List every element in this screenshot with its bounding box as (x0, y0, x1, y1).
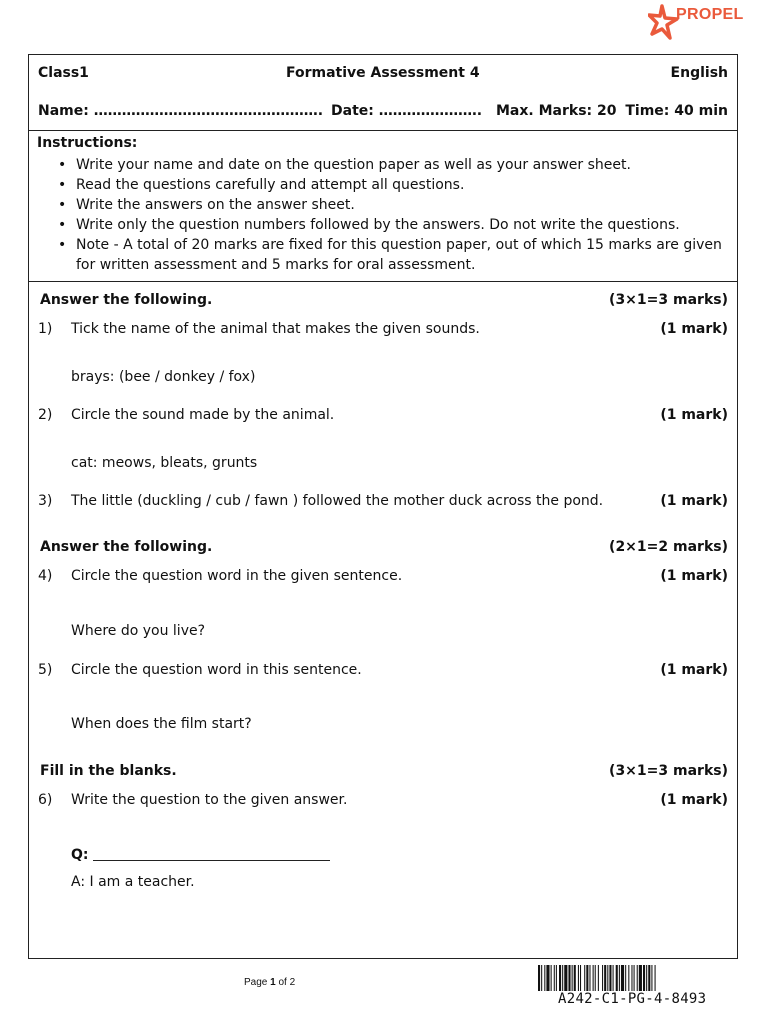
question-text: Tick the name of the animal that makes the given sounds. (71, 321, 480, 337)
question-4 (38, 568, 728, 588)
question-2 (38, 407, 728, 427)
question-text: Circle the question word in the given sentence. (71, 568, 403, 584)
question-mark: (1 mark) (660, 568, 728, 584)
section-marks: (2×1=2 marks) (609, 539, 728, 555)
header-row-1 (29, 65, 737, 85)
section-marks: (3×1=3 marks) (609, 292, 728, 308)
question-mark: (1 mark) (660, 493, 728, 509)
section-header (40, 539, 728, 559)
instruction-item: • Read the questions carefully and attempt all questions. (76, 175, 726, 195)
header-row-2 (29, 103, 737, 123)
section-label: Fill in the blanks. (40, 763, 177, 779)
section-label: Answer the following. (40, 539, 213, 555)
instructions-title: Instructions: (37, 135, 138, 151)
date-field: Date: …………………. (331, 103, 483, 119)
instruction-item: • Write the answers on the answer sheet. (76, 195, 726, 215)
question-number: 3) (38, 493, 53, 509)
question-number: 5) (38, 662, 53, 678)
question-number: 4) (38, 568, 53, 584)
instruction-item: • Write only the question numbers followed by the answers. Do not write the questions. (76, 215, 726, 235)
section-marks: (3×1=3 marks) (609, 763, 728, 779)
given-answer: A: I am a teacher. (71, 874, 195, 890)
propel-logo (648, 4, 748, 44)
question-3 (38, 493, 728, 513)
name-field: Name: …………………………………………. (38, 103, 324, 119)
max-marks: Max. Marks: 20 (496, 103, 617, 119)
question-number: 6) (38, 792, 53, 808)
page-prefix: Page (244, 977, 271, 988)
barcode-code: A242-C1-PG-4-8493 (558, 991, 707, 1007)
page-suffix: of 2 (275, 977, 296, 988)
assessment-frame (28, 54, 738, 959)
instructions-list (76, 155, 726, 275)
divider (29, 130, 737, 131)
page-indicator (244, 977, 295, 988)
question-mark: (1 mark) (660, 407, 728, 423)
question-prompt: cat: meows, bleats, grunts (71, 455, 258, 471)
question-6 (38, 792, 728, 812)
q-label: Q: (71, 847, 89, 863)
section-label: Answer the following. (40, 292, 213, 308)
question-text: Circle the sound made by the animal. (71, 407, 335, 423)
question-text: Circle the question word in this sentence. (71, 662, 362, 678)
question-text: The little (duckling / cub / fawn ) followed the mother duck across the pond. (71, 493, 604, 509)
question-prompt: Where do you live? (71, 623, 206, 639)
section-header (40, 763, 728, 783)
page-current: 1 (270, 977, 276, 988)
logo-text: PROPEL (676, 6, 744, 23)
time-limit: Time: 40 min (625, 103, 728, 119)
question-prompt: brays: (bee / donkey / fox) (71, 369, 256, 385)
question-1 (38, 321, 728, 341)
section-header (40, 292, 728, 312)
question-prompt: When does the film start? (71, 716, 252, 732)
question-mark: (1 mark) (660, 792, 728, 808)
answer-blank (93, 847, 330, 861)
question-mark: (1 mark) (660, 321, 728, 337)
class-label: Class1 (38, 65, 89, 81)
subject-label: English (670, 65, 728, 81)
question-number: 2) (38, 407, 53, 423)
barcode (538, 965, 742, 991)
question-mark: (1 mark) (660, 662, 728, 678)
assessment-title: Formative Assessment 4 (286, 65, 480, 81)
divider (29, 281, 737, 282)
answer-line (71, 847, 330, 863)
question-5 (38, 662, 728, 682)
instruction-item: • Write your name and date on the question paper as well as your answer sheet. (76, 155, 726, 175)
question-text: Write the question to the given answer. (71, 792, 348, 808)
instruction-item: • Note - A total of 20 marks are fixed for this question paper, out of which 15 marks are given for written assessment and 5 marks for oral assessment. (76, 235, 726, 275)
question-number: 1) (38, 321, 53, 337)
